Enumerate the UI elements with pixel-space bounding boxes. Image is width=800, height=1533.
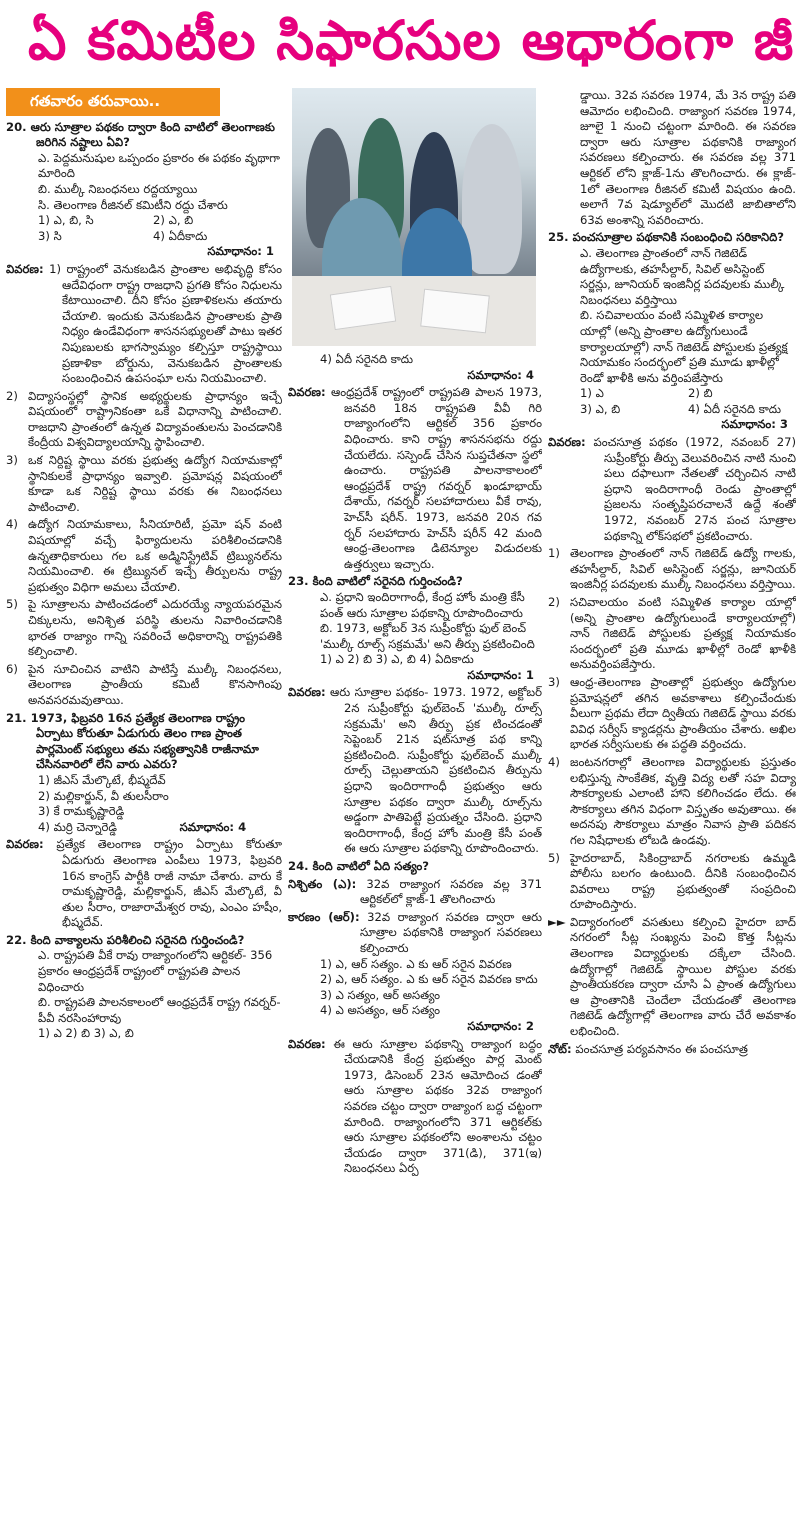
explanation <box>288 385 542 572</box>
statement: బి. సచివాలయం వంటి సమ్మిళిత కార్యాల యాల్లో (అన్ని ప్రాంతాల ఉద్యోగులుండే కార్యాలయాల్లో) నాన్ గెజిటెడ్ పోస్టులకు ప్రత్యక్ష నియామకం సందర్భంలో ప్రతి మూడు ఖాళీల్లో రెండో ఖాళీకి అను వర్తింపజేస్తారు <box>580 308 788 385</box>
item-number: 6) <box>6 661 18 676</box>
question-number: 24. <box>288 859 309 873</box>
question-text: కింది వాక్యాలను పరిశీలించి సరైనది గుర్తించండి? <box>30 932 245 947</box>
item-text: హైదరాబాద్, సికింద్రాబాద్ నగరాలకు ఉమ్మడి పోలీసు బలగం ఉంటుంది. దీనికి సంబంధించిన వివరాలు రాష్ట్ర ప్రభుత్వంతో సంప్రదించి రూపొందిస్తారు. <box>570 850 796 912</box>
reason-text: 32వ రాజ్యాంగ సవరణ ద్వారా ఆరు సూత్రాల పథకానికి రాజ్యాంగ సవరణలు కల్పించారు <box>360 909 542 955</box>
answer: సమాధానం: 4 <box>467 367 534 382</box>
column-3 <box>548 88 796 1528</box>
item-number: 4) <box>6 517 18 532</box>
list-item <box>548 851 796 913</box>
options-row <box>548 386 796 402</box>
list-item <box>548 546 796 593</box>
explanation <box>288 1037 542 1177</box>
option: 2) మల్లికార్జున్, వీ తులసీరాం <box>38 788 169 803</box>
question-number: 25. <box>548 230 569 245</box>
item-number: 1) <box>548 546 560 561</box>
question-20 <box>6 120 282 151</box>
item-number: 2) <box>6 388 18 403</box>
options-row: 1) ఎ 2) బి 3) ఎ, బి <box>38 1026 134 1041</box>
reason <box>288 910 542 957</box>
assertion-text: 32వ రాజ్యాంగ సవరణ వల్ల 371 ఆర్టికల్‌లో క్లాజ్-1 తొలగించారు <box>360 876 542 907</box>
option: 4) ఏదీకాదు <box>153 228 208 243</box>
section-banner: గతవారం తరువాయి.. <box>6 88 220 116</box>
option: 3) ఎ సత్యం, ఆర్ అసత్యం <box>320 987 441 1002</box>
arrow-item <box>548 915 796 1040</box>
item-text: సచివాలయం వంటి సమ్మిళిత కార్యాల యాల్లో (అన్ని ప్రాంతాల ఉద్యోగులుండే కార్యాలయాల్లో) నాన్ గెజిటెడ్ పోస్టులకు ప్రత్యక్ష నియామకం సందర్భంలో ప్రతి మూడు ఖాళీల్లో రెండో ఖాళీకి అనువర్తింపజేస్తారు. <box>570 595 796 672</box>
note <box>548 1042 796 1058</box>
question-text: పంచసూత్రాల పథకానికి సంబంధించి సరికానిది? <box>572 230 785 245</box>
item-number: 4) <box>548 754 560 769</box>
list-item <box>548 595 796 673</box>
list-item <box>6 389 282 451</box>
option: 4) ఏదీ సరైనది కాదు <box>320 352 413 366</box>
list-item <box>6 662 282 709</box>
options-row <box>6 213 282 229</box>
option: 4) ఎ అసత్యం, ఆర్ సత్యం <box>320 1003 441 1018</box>
answer: సమాధానం: 2 <box>467 1018 534 1033</box>
statement: బి. 1973, అక్టోబర్ 3న సుప్రీంకోర్టు ఫుల్ బెంచ్ 'ముల్కీ రూల్స్ సక్రమమే' అని తీర్పు ప్రకటించింది <box>320 621 535 651</box>
options-row <box>6 820 282 836</box>
item-text: ఆంధ్ర-తెలంగాణ ప్రాంతాల్లో ప్రభుత్వం ఉద్యోగుల ప్రమోషన్లలో తగిన అవకాశాలు కల్పించేందుకు వీలుగా ప్రథమ లేదా ద్వితీయ గెజిటెడ్ స్థాయి వరకు వివిధ సర్వీస్ క్యాడర్లను ప్రాంతీయం చేశారు. అఖిల భారత సర్వీసులకు ఈ పద్ధతి వర్తించదు. <box>570 674 796 752</box>
item-text: జంటనగరాల్లో తెలంగాణ విద్యార్థులకు ప్రస్తుతం లభిస్తున్న సాంకేతిక, వృత్తి విద్య లతో సహ విద్యా సౌకర్యాలకు ఎలాంటి హాని కలిగించడం లేదు. ఈ సౌకర్యాలు తగిన విధంగా విస్తృతం అవుతాయి. ఈ అదనపు సౌకర్యాలు మాత్రం నివాస ప్రాతి పదికన గల నిషేధాలకు లోబడి ఉండవు. <box>570 754 796 847</box>
item-text: ఉద్యోగ నియామకాలు, సీనియారిటీ, ప్రమో షన్ వంటి విషయాల్లో వచ్చే ఫిర్యాదులను పరిశీలించడానికి ఉన్నతాధికారులు గల ఒక అడ్మినిస్ట్రేటివ్ ట్రిబ్యునల్‌ను నియమించాలి. ఈ ట్రిబ్యునల్ ఇచ్చే తీర్పులను రాష్ట్ర ప్రభుత్వం విధిగా అమలు చేయాలి. <box>28 517 282 594</box>
page-headline: ఏ కమిటీల సిఫారసుల ఆధారంగా జీ <box>28 9 795 72</box>
question-23 <box>288 574 542 590</box>
options-row <box>6 229 282 245</box>
option: 1) జీఎస్ మేల్కొటే, భీష్మదేవ్ <box>38 772 166 787</box>
statement: ఎ. పెద్దమనుషుల ఒప్పందం ప్రకారం ఈ పథకం వృథాగా మారింది <box>38 150 280 181</box>
question-text: కింది వాటిలో సరైనది గుర్తించండి? <box>312 574 463 589</box>
answer: సమాధానం: 1 <box>207 244 274 259</box>
question-text: కింది వాటిలో ఏది సత్యం? <box>312 859 430 873</box>
option: 4) ఏదీ సరైనది కాదు <box>688 401 781 416</box>
item-text: ఒక నిర్దిష్ట స్థాయి వరకు ప్రభుత్వ ఉద్యోగ నియామకాల్లో స్థానికులకే ప్రాధాన్యం ఇవ్వాలి. ప్రమోషన్ల విషయంలో కూడా ఒక నిర్దిష్ట స్థాయి వరకు ఈ నిబంధనలు పాటించాలి. <box>28 453 282 514</box>
column-1 <box>6 88 282 1528</box>
explanation-text: పంచసూత్ర పథకం (1972, నవంబర్ 27) సుప్రీంకోర్టు తీర్పు వెలువరించిన నాటి నుంచి పలు దఫాలుగా నేతలతో చర్చించిన నాటి ప్రధాని ఇందిరాగాంధీ రెండు ప్రాంతాల్లో ప్రజలను సంతృప్తిపరచాలనే ఉద్దే శంతో 1972, నవంబర్ 27న పంచ సూత్రాల పథకాన్ని లోక్‌సభలో ప్రకటించారు. <box>593 435 796 543</box>
question-number: 20. <box>6 119 27 134</box>
explanation <box>288 685 542 857</box>
list-item <box>6 597 282 659</box>
list-item <box>6 517 282 595</box>
option: 2) ఎ, బి <box>153 213 194 228</box>
reason-label: కారణం (ఆర్): <box>288 909 360 924</box>
statement: ఎ. తెలంగాణ ప్రాంతంలో నాన్ గెజిటెడ్ ఉద్యోగాలకు, తహసీల్దార్, సివిల్ అసిస్టెంట్ సర్జన్లు, జూనియర్ ఇంజినీర్ల పదవులకు ముల్కీ నిబంధనలు వర్తిస్తాయి <box>580 245 785 307</box>
answer: సమాధానం: 4 <box>179 819 247 834</box>
note-label: నోట్: <box>548 1041 572 1056</box>
item-number: 2) <box>548 595 560 609</box>
note-text: పంచసూత్ర పర్యవసానం ఈ పంచసూత్ర <box>575 1041 748 1056</box>
list-item <box>548 755 796 849</box>
explanation-label: వివరణ: <box>6 261 44 276</box>
explanation <box>548 435 796 544</box>
explanation <box>6 837 282 931</box>
statement: బి. రాష్ట్రపతి పాలనకాలంలో ఆంధ్రప్రదేశ్ రాష్ట్ర గవర్నర్- పీవీ నరసింహారావు <box>38 995 281 1025</box>
question-24 <box>288 859 542 875</box>
assertion <box>288 877 542 908</box>
option: 1) ఎ <box>580 386 604 401</box>
explanation <box>6 262 282 387</box>
explanation-label: వివరణ: <box>548 435 586 450</box>
statement: ఎ. ప్రధాని ఇందిరాగాంధీ, కేంద్ర హోం మంత్రి కేసీ పంత్ ఆరు సూత్రాల పథకాన్ని రూపొందించారు <box>320 589 525 620</box>
explanation-text: ఆంధ్రప్రదేశ్ రాష్ట్రంలో రాష్ట్రపతి పాలన 1973, జనవరి 18న రాష్ట్రపతి వీవీ గిరి రాజ్యాంగంలోని ఆర్టికల్ 356 ప్రకారం విధించారు. కాని రాష్ట్ర శాసనసభను రద్దు చేయలేదు. సస్పెండ్ చేసిన సుప్తచేతనా స్థలో ఉంచారు. రాష్ట్రపతి పాలనాకాలంలో ఆంధ్రప్రదేశ్ రాష్ట్ర గవర్నర్ ఖండూభాయ్ దేశాయ్, గవర్నర్ సలహాదారులు వీకే రావు, హెచ్‌సీ షరీన్. 1973, జనవరి 20న గవ ర్నర్ సలహాదారు హెచ్‌సీ షరీన్ 42 మంది ఆంధ్ర-తెలంగాణ డిటెన్యూల విడుదలకు ఉత్తర్వులు ఇచ్చారు. <box>330 385 542 571</box>
continued-text: డ్డాయి. 32వ సవరణ 1974, మే 3న రాష్ట్ర పతి ఆమోదం లభించింది. రాజ్యాంగ సవరణ 1974, జూలై 1 నుంచి చట్టంగా మారింది. ఈ సవరణ ద్వారా ఆరు సూత్రాల పథకానికి రాజ్యాంగ సవరణలు కల్పించారు. ఈ సవరణ వల్ల 371 ఆర్టికల్ లోని క్లాజ్-1ను తొలగించారు. ఈ క్లాజ్- 1లో తెలంగాణ రీజినల్ కమిటీ విషయం ఉంది. అలాగే 7వ షెడ్యూల్‌లో మొదటి జాబితాలోని 63వ అంశాన్ని సవరించారు. <box>580 88 796 227</box>
item-text: తెలంగాణ ప్రాంతంలో నాన్ గెజిటెడ్ ఉద్యో గాలకు, తహసీల్దార్, సివిల్ అసిస్టెంట్ సర్జన్లు, జూనియర్ ఇంజినీర్ల పదవులకు ముల్కీ నిబంధనలు వర్తిస్తాయి. <box>570 546 796 592</box>
desk <box>292 276 536 346</box>
question-number: 22. <box>6 932 27 947</box>
explanation-text: ఈ ఆరు సూత్రాల పథకాన్ని రాజ్యాంగ బద్ధం చేయడానికి కేంద్ర ప్రభుత్వం పార్ల మెంట్ 1973, డిసెంబర్ 23న ఆమోదించ డంతో ఆరు సూత్రాల పథకం 32వ రాజ్యాంగ సవరణ చట్టం ద్వారా రాజ్యాంగ బద్ధ చట్టంగా మారింది. రాజ్యాంగంలోని 371 ఆర్టికల్‌కు ఆరు సూత్రాల పథకంలోని అంశాలను చట్టం చేయడం ద్వారా 371(డి), 371(ఇ) నిబంధనలు ఏర్ప <box>333 1036 542 1176</box>
answer: సమాధానం: 1 <box>467 667 534 682</box>
item-text: విద్యారంగంలో వసతులు కల్పించి హైదరా బాద్ నగరంలో సీట్ల సంఖ్యను పెంచి కొత్త సీట్లను తెలంగాణ విద్యార్థులకు దక్కేలా చేసింది. ఉద్యోగాల్లో గెజిటెడ్ స్థాయిల పోస్టుల వరకు ప్రాంతీయకరణ ద్వారా చూసి ఏ ప్రాంత ఉద్యోగులు ఆ ప్రాంతానికి చెందేలా చేయడంతో తెలంగాణ గెజిటెడ్ ఉద్యోగాల్లో తెలంగాణ వారు చేరే అవకాశం లభించింది. <box>570 914 796 1039</box>
option: 2) బి <box>688 386 713 401</box>
explanation-label: వివరణ: <box>6 837 44 852</box>
explanation-label: వివరణ: <box>288 385 326 400</box>
question-22 <box>6 933 282 949</box>
item-number: 3) <box>548 674 560 689</box>
list-item <box>548 675 796 753</box>
option: 3) సి <box>38 228 62 243</box>
option: 3) ఎ, బి <box>580 401 621 416</box>
item-text: పై సూత్రాలను పాటించడంలో ఎదురయ్యే న్యాయపరమైన చిక్కులను, అనిశ్చిత పరిస్థి తులను నివారించడానికి భారత రాజ్యాం గాన్ని సవరించే అధికారాన్ని రాష్ట్రపతికి కల్పించాలి. <box>28 597 282 659</box>
question-21 <box>6 711 282 773</box>
answer: సమాధానం: 3 <box>721 417 788 432</box>
column-2 <box>288 88 542 1528</box>
explanation-label: వివరణ: <box>288 685 326 700</box>
explanation-text: ప్రత్యేక తెలంగాణ రాష్ట్రం ఏర్పాటు కోరుతూ ఏడుగురు తెలంగాణ ఎంపీలు 1973, ఫిబ్రవరి 16న కాంగ్రెస్ పార్టీకి రాజీ నామా చేశారు. వారు కే రామకృష్ణారెడ్డి, మల్లికార్జున్, జీఎస్ మేల్కొటే, వీ తుల సీరాం, రాజారామేశ్వర రావు, ఎంఎం హషీం, భీష్మదేవ్. <box>56 837 282 930</box>
question-25 <box>548 230 796 246</box>
item-number: 3) <box>6 453 18 468</box>
student-figure <box>462 124 522 274</box>
assertion-label: నిశ్చితం (ఎ): <box>288 876 357 891</box>
statement: ఎ. రాష్ట్రపతి వీకే రావు రాజ్యాంగంలోని ఆర్టికల్- 356 ప్రకారం ఆంధ్రప్రదేశ్ రాష్ట్రంలో రాష్ట్రపతి పాలన విధించారు <box>38 948 273 994</box>
question-number: 21. <box>6 710 27 725</box>
options-row <box>548 402 796 418</box>
question-number: 23. <box>288 574 309 589</box>
item-text: విద్యాసంస్థల్లో స్థానిక అభ్యర్థులకు ప్రాధాన్యం ఇచ్చే విషయంలో రాష్ట్రానికంతా ఒకే విధానాన్ని పాటించాలి. రాజధాని ప్రాంతంలో ఉన్నత విద్యావంతులను పెంచడానికి కేంద్రీయ విశ్వవిద్యాలయాన్ని స్థాపించాలి. <box>28 388 282 450</box>
option: 1) ఎ, బి, సి <box>38 213 94 228</box>
statement: సి. తెలంగాణ రీజినల్ కమిటీని రద్దు చేశారు <box>38 197 228 212</box>
question-text: ఆరు సూత్రాల పథకం ద్వారా కింది వాటిలో తెలంగాణకు జరిగిన నష్టాలు ఏవి? <box>30 119 275 150</box>
option: 4) మర్రి చెన్నారెడ్డి <box>38 819 117 834</box>
option: 3) కే రామకృష్ణారెడ్డి <box>38 804 125 819</box>
item-number: 5) <box>548 850 560 865</box>
explanation-label: వివరణ: <box>288 1036 326 1051</box>
list-item <box>6 453 282 515</box>
statement: బి. ముల్కీ నిబంధనలు రద్దయ్యాయి <box>38 181 198 196</box>
option: 2) ఎ, ఆర్ సత్యం. ఎ కు ఆర్ సరైన వివరణ కాదు <box>320 972 538 987</box>
options-row: 1) ఎ 2) బి 3) ఎ, బి 4) ఏదికాదు <box>320 652 474 667</box>
double-right-arrow-icon: ►► <box>548 914 566 929</box>
paper <box>420 289 490 334</box>
item-text: పైన సూచించిన వాటిని పాటిస్తే ముల్కీ నిబంధనలు, తెలంగాణ ప్రాంతీయ కమిటీ కొనసాగింపు అనవసరమవుతాయి. <box>28 661 282 707</box>
explanation-text: 1) రాష్ట్రంలో వెనుకబడిన ప్రాంతాల అభివృద్ధి కోసం ఆదేవిధంగా రాష్ట్ర రాజధాని ప్రగతి కోసం నిధులను కేటాయించాలి. దీని కోసం ప్రణాళికలను తయారు చేయాలి. ఇందుకు వెనుకబడిన ప్రాంతాలకు ప్రాతి నిధ్యం ఉండేవిధంగా శాసనసభ్యులతో పాటు ఇతర నిపుణులకు భాగస్వామ్యం కల్పిస్తూ రాష్ట్రస్థాయి ప్రణాళికా బోర్డును, వెనుకబడిన ప్రాంతాలకు సంబంధించిన ఉపసంఘా లను నియమించాలి. <box>49 261 282 386</box>
option: 1) ఎ, ఆర్ సత్యం. ఎ కు ఆర్ సరైన వివరణ <box>320 956 512 971</box>
explanation-text: ఆరు సూత్రాల పథకం- 1973. 1972, అక్టోబర్ 2న సుప్రీంకోర్టు ఫుల్‌బెంచ్ 'ముల్కీ రూల్స్ సక్రమమే' అని తీర్పు ప్రక టించడంతో సెప్టెంబర్ 21న షట్‌సూత్ర పథ కాన్ని ప్రకటించింది. సుప్రీంకోర్టు ఫుల్‌బెంచ్ ముల్కీ రూల్స్ చెల్లుతాయని ప్రకటించిన తీర్పును ప్రధాని ఇందిరాగాంధీ ప్రభుత్వం ఆరు సూత్రాల పథకం ద్వారా ముల్కీ రూల్స్‌ను అడ్డంగా పాతిపెట్టే ప్రయత్నం చేసింది. ప్రధాని ఇందిరాగాంధీ, కేంద్ర హోం మంత్రి కేసీ పంత్ ఈ ఆరు సూత్రాల పథకాన్ని రూపొందించారు. <box>330 685 542 856</box>
item-number: 5) <box>6 597 18 612</box>
classroom-photo <box>292 88 536 346</box>
question-text: 1973, ఫిబ్రవరి 16న ప్రత్యేక తెలంగాణ రాష్ట్రం ఏర్పాటు కోరుతూ ఏడుగురు తెలం గాణ ప్రాంత పార్లమెంట్ సభ్యులు తమ సభ్యత్వానికి రాజీనామా చేసినవారిలో లేని వారు ఎవరు? <box>30 710 259 772</box>
